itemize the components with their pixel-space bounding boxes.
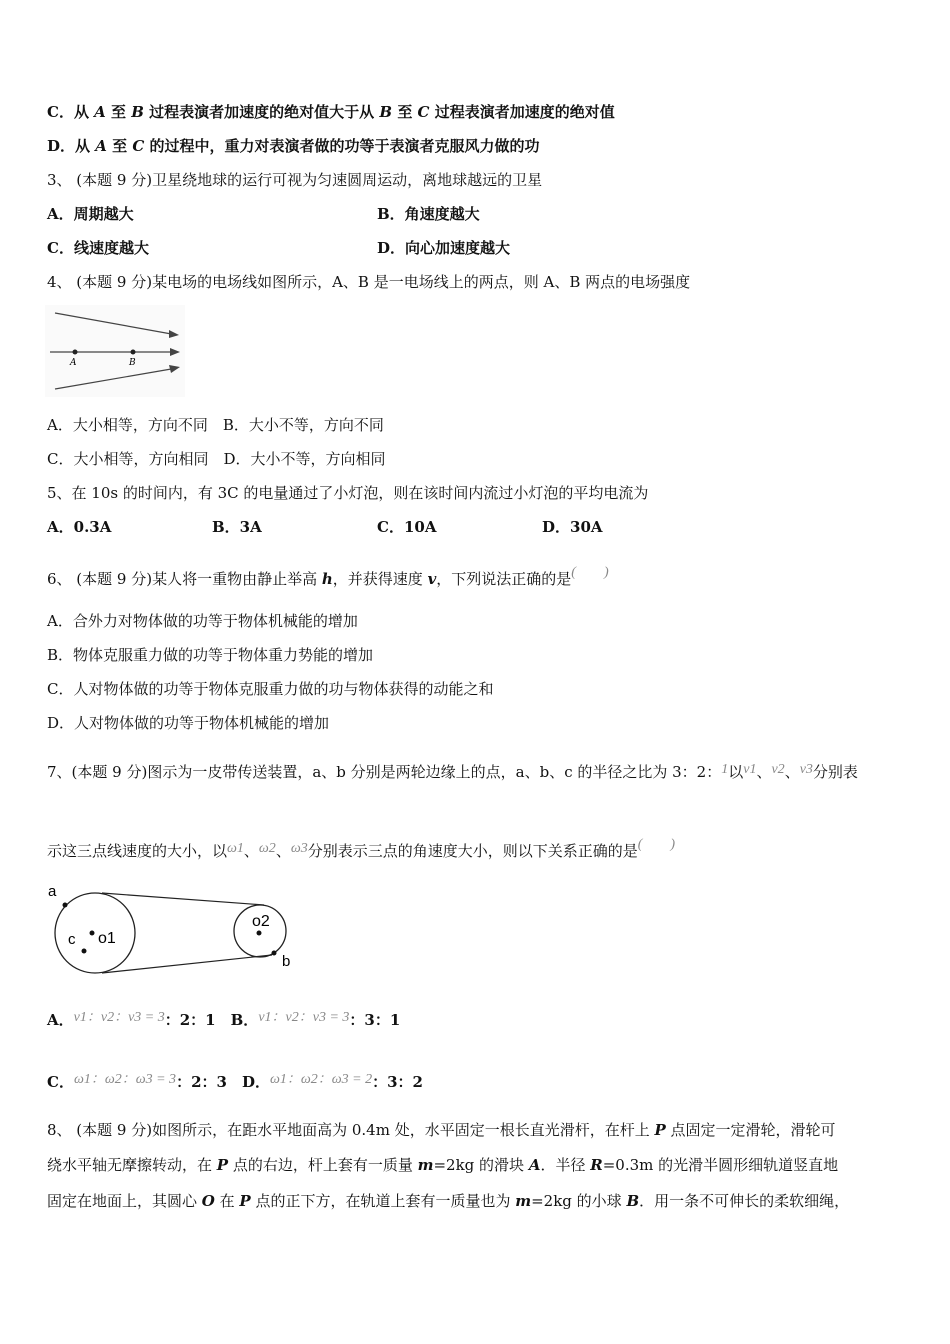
q5-options: A．0.3A B．3A C．10A D．30A	[47, 518, 603, 536]
q7-line1: 7、(本题 9 分)图示为一皮带传送装置，a、b 分别是两轮边缘上的点，a、b、c 的半径之比为 3：2：1以v1、v2、v3分别表	[47, 762, 858, 781]
q5-stem: 5、在 10s 的时间内，有 3C 的电量通过了小灯泡，则在该时间内流过小灯泡的平均电流为	[47, 484, 649, 502]
q6-d: D．人对物体做的功等于物体机械能的增加	[47, 714, 330, 732]
q3-cd: C．线速度越大 D．向心加速度越大	[47, 239, 511, 257]
q6-stem: 6、 (本题 9 分)某人将一重物由静止举高 h，并获得速度 v，下列说法正确的是( )	[47, 565, 609, 588]
q8-line1: 8、 (本题 9 分)如图所示，在距水平地面高为 0.4m 处，水平固定一根长直光滑杆，在杆上 P 点固定一定滑轮，滑轮可	[47, 1121, 836, 1139]
svg-text:a: a	[48, 883, 57, 900]
electric-field-figure	[45, 305, 185, 397]
option-c-prev: C．从 A 至 B 过程表演者加速度的绝对值大于从 B 至 C 过程表演者加速度的绝对值	[47, 103, 615, 121]
q3-stem: 3、 (本题 9 分)卫星绕地球的运行可视为匀速圆周运动，离地球越远的卫星	[47, 171, 543, 189]
q4-cd: C．大小相等，方向相同 D．大小不等，方向相同	[47, 450, 386, 468]
svg-text:c: c	[68, 931, 76, 948]
q6-c: C．人对物体做的功等于物体克服重力做的功与物体获得的动能之和	[47, 680, 494, 698]
belt-pulley-figure	[40, 878, 310, 983]
q7-cd: C．ω1：ω2：ω3 = 3：2：3 D．ω1：ω2：ω3 = 2：3：2	[47, 1072, 423, 1091]
q3-ab: A．周期越大 B．角速度越大	[47, 205, 480, 223]
q8-line2: 绕水平轴无摩擦转动，在 P 点的右边，杆上套有一质量 m=2kg 的滑块 A．半径 R=0.3m 的光滑半圆形细轨道竖直地	[47, 1156, 839, 1174]
q6-a: A．合外力对物体做的功等于物体机械能的增加	[47, 612, 358, 630]
svg-text:o1: o1	[98, 930, 116, 947]
q7-line2: 示这三点线速度的大小，以ω1、ω2、ω3分别表示三点的角速度大小，则以下关系正确的是( )	[47, 837, 676, 860]
svg-text:B: B	[129, 358, 136, 368]
svg-text:o2: o2	[252, 913, 270, 930]
q4-stem: 4、 (本题 9 分)某电场的电场线如图所示，A、B 是一电场线上的两点，则 A、B 两点的电场强度	[47, 273, 691, 291]
svg-text:A: A	[70, 358, 77, 368]
svg-text:b: b	[282, 953, 291, 970]
q7-ab: A．v1：v2：v3 = 3：2：1 B．v1：v2：v3 = 3：3：1	[47, 1010, 401, 1029]
option-d-prev: D．从 A 至 C 的过程中，重力对表演者做的功等于表演者克服风力做的功	[47, 137, 540, 155]
q6-b: B．物体克服重力做的功等于物体重力势能的增加	[47, 646, 374, 664]
q8-line3: 固定在地面上，其圆心 O 在 P 点的正下方，在轨道上套有一质量也为 m=2kg 的小球 B．用一条不可伸长的柔软细绳，	[47, 1192, 850, 1210]
q4-ab: A．大小相等，方向不同 B．大小不等，方向不同	[47, 416, 384, 434]
